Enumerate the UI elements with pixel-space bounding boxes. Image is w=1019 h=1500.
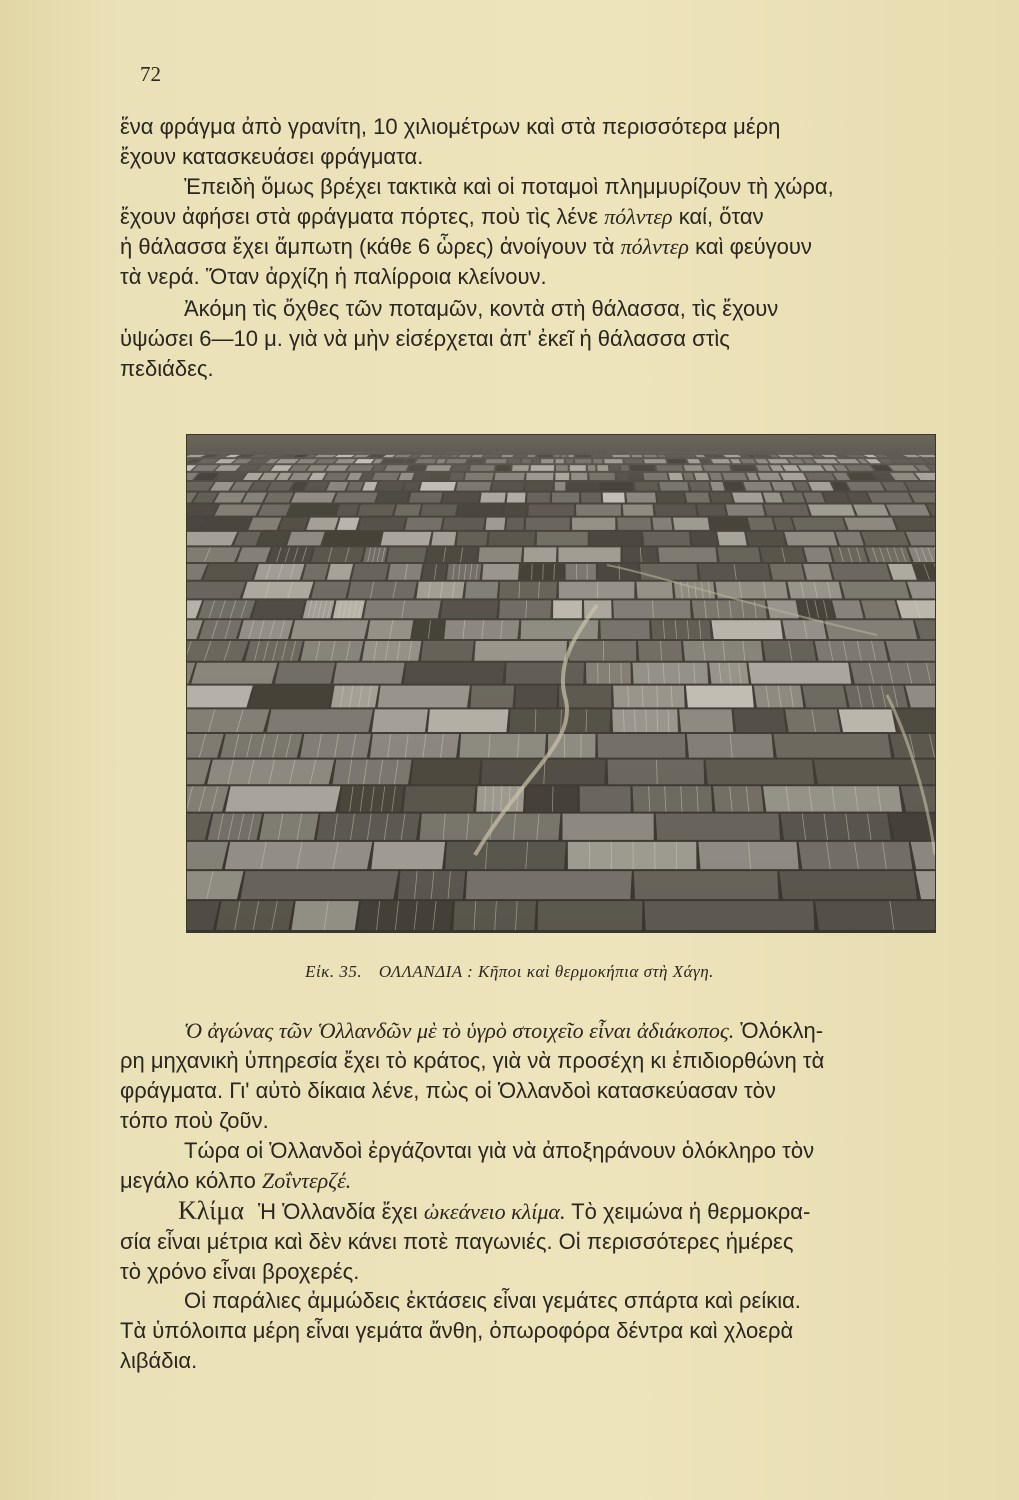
page-number: 72 [140,62,161,86]
text-segment: Ὁλόκλη- [734,1018,824,1043]
paragraph-polder-gates [120,172,966,292]
text-line [120,232,966,262]
text-line: Τὰ ὑπόλοιπα μέρη εἶναι γεμάτα ἄνθη, ὀπωροφόρα δέντρα καὶ χλοερὰ [120,1318,794,1343]
text-segment: Τὸ χειμώνα ἡ θερμοκρα- [565,1199,811,1224]
text-segment: καὶ φεύγουν [689,234,812,259]
text-line: φράγματα. Γι' αὐτὸ δίκαια λένε, πὼς οἱ Ὁλλανδοὶ κατασκεύασαν τὸν [120,1078,776,1103]
paragraph-zuiderzee [120,1136,966,1196]
text-line [120,202,966,232]
text-line: ἔχουν κατασκευάσει φράγματα. [120,144,424,169]
text-line: σία εἶναι μέτρια καὶ δὲν κάνει ποτὲ παγωνιές. Οἱ περισσότερες ἡμέρες [120,1229,794,1254]
text-line [120,1196,966,1227]
figure-caption [0,962,1019,982]
text-line: ἕνα φράγμα ἀπὸ γρανίτη, 10 χιλιομέτρων καὶ στὰ περισσότερα μέρη [120,114,781,139]
side-heading-climate: Κλίμα [178,1196,244,1225]
italic-sentence: Ὁ ἀγώνας τῶν Ὁλλανδῶν μὲ τὸ ὑγρὸ στοιχεῖο εἶναι ἀδιάκοπος. [184,1018,735,1043]
text-line: Τώρα οἱ Ὁλλανδοὶ ἐργάζονται γιὰ νὰ ἀποξηράνουν ὁλόκληρο τὸν [184,1138,815,1163]
text-line [120,1016,966,1046]
text-segment: μεγάλο κόλπο [120,1168,262,1193]
italic-term-zuiderzee: Ζοΐντερζέ. [261,1168,352,1193]
text-line [120,1166,966,1196]
paragraph-struggle [120,1016,966,1136]
text-line: τὸ χρόνο εἶναι βροχερές. [120,1259,360,1284]
paragraph-coast [120,1286,966,1376]
italic-term-oceanic: ὠκεάνειο κλίμα. [423,1199,566,1224]
figure-caption-main: ΟΛΛΑΝΔΙΑ : [378,962,474,981]
text-line: Ἀκόμη τὶς ὄχθες τῶν ποταμῶν, κοντὰ στὴ θάλασσα, τὶς ἔχουν [184,296,779,321]
paragraph-dams [120,112,966,172]
text-segment: καί, ὅταν [672,204,764,229]
paragraph-riverbanks [120,294,966,384]
text-line: Ἐπειδὴ ὅμως βρέχει τακτικὰ καὶ οἱ ποταμοὶ πλημμυρίζουν τὴ χώρα, [184,174,834,199]
text-line: τόπο ποὺ ζοῦν. [120,1108,269,1133]
text-line: πεδιάδες. [120,356,214,381]
text-segment: Ἡ Ὁλλανδία ἔχει [257,1199,424,1224]
italic-term-polter: πόλντερ [620,234,689,259]
aerial-photo-greenhouses [186,434,936,933]
text-line: λιβάδια. [120,1348,198,1373]
text-line: Οἱ παράλιες ἀμμώδεις ἐκτάσεις εἶναι γεμάτες σπάρτα καὶ ρείκια. [184,1288,801,1313]
text-segment: ἔχουν ἀφήσει στὰ φράγματα πόρτες, ποὺ τὶς λένε [120,204,599,229]
figure-caption-sub: Κῆποι καὶ θερμοκήπια στὴ Χάγη. [478,962,714,981]
text-segment: ἡ θάλασσα ἔχει ἄμπωτη (κάθε 6 ὧρες) ἀνοίγουν τὰ [120,234,615,259]
text-line: ρη μηχανικὴ ὑπηρεσία ἔχει τὸ κράτος, γιὰ νὰ προσέχη κι ἐπιδιορθώνη τὰ [120,1048,825,1073]
italic-term-polter: πόλντερ [604,204,673,229]
figure-label: Εἰκ. 35. [305,962,363,981]
text-line: τὰ νερά. Ὅταν ἀρχίζη ἡ παλίρροια κλείνουν. [120,264,547,289]
text-line: ὑψώσει 6—10 μ. γιὰ νὰ μὴν εἰσέρχεται ἀπ' ἐκεῖ ἡ θάλασσα στὶς [120,326,730,351]
paragraph-climate [120,1196,966,1287]
aerial-photo-image [187,435,935,932]
